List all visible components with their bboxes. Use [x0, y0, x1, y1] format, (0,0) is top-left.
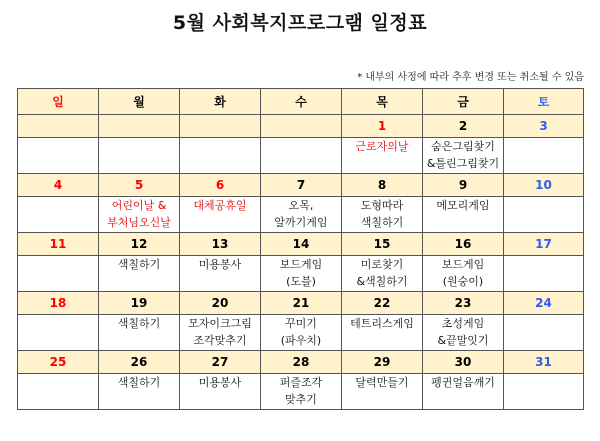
weekday-saturday: 토	[504, 89, 584, 115]
program-label: 색칠하기	[360, 216, 404, 229]
weekday-thursday: 목	[342, 89, 423, 115]
weekday-sunday: 일	[18, 89, 99, 115]
date-cell: 27	[180, 351, 261, 374]
event-cell	[18, 374, 99, 410]
date-cell: 30	[423, 351, 504, 374]
event-cell	[423, 374, 504, 410]
program-label: 색칠하기	[117, 258, 161, 271]
date-cell: 22	[342, 292, 423, 315]
date-cell	[18, 115, 99, 138]
date-cell: 2	[423, 115, 504, 138]
event-cell	[261, 138, 342, 174]
page-title: 5월 사회복지프로그램 일정표	[172, 12, 428, 34]
date-cell: 14	[261, 233, 342, 256]
event-cell	[180, 374, 261, 410]
program-label: 오목,	[288, 199, 314, 212]
calendar-body	[18, 115, 584, 410]
program-label: 보드게임	[279, 258, 323, 271]
event-cell	[423, 315, 504, 351]
event-cell	[99, 256, 180, 292]
holiday-label: 어린이날 &	[111, 199, 167, 212]
event-cell	[18, 315, 99, 351]
event-cell	[18, 256, 99, 292]
event-cell	[261, 197, 342, 233]
program-label: 꾸미기	[285, 317, 317, 330]
date-cell: 28	[261, 351, 342, 374]
week-3-date-row	[18, 233, 584, 256]
event-cell	[180, 315, 261, 351]
weekday-tuesday: 화	[180, 89, 261, 115]
program-label: &틀린그림찾기	[426, 157, 500, 170]
date-cell: 1	[342, 115, 423, 138]
program-label: (파우치)	[280, 334, 322, 347]
event-cell	[261, 315, 342, 351]
event-cell	[261, 374, 342, 410]
event-cell	[18, 197, 99, 233]
event-cell	[342, 256, 423, 292]
program-label: 모자이크그림	[188, 317, 252, 330]
program-label: (도블)	[286, 275, 316, 288]
event-cell	[342, 315, 423, 351]
date-cell	[99, 115, 180, 138]
week-5-event-row	[18, 374, 584, 410]
date-cell: 7	[261, 174, 342, 197]
date-cell: 13	[180, 233, 261, 256]
holiday-label: 근로자의날	[355, 140, 409, 153]
program-label: 맞추기	[285, 393, 317, 406]
event-cell	[504, 374, 584, 410]
week-5-date-row	[18, 351, 584, 374]
program-label: 미로찾기	[360, 258, 404, 271]
program-label: 숨은그림찾기	[431, 140, 495, 153]
program-label: 색칠하기	[117, 317, 161, 330]
week-3-event-row	[18, 256, 584, 292]
event-cell	[342, 138, 423, 174]
event-cell	[99, 374, 180, 410]
date-cell: 3	[504, 115, 584, 138]
date-cell: 18	[18, 292, 99, 315]
program-label: &색칠하기	[356, 275, 408, 288]
event-cell	[504, 315, 584, 351]
program-label: 조각맞추기	[193, 334, 247, 347]
program-label: 색칠하기	[117, 376, 161, 389]
program-label: 미용봉사	[198, 376, 242, 389]
date-cell: 4	[18, 174, 99, 197]
program-label: 달력만들기	[355, 376, 409, 389]
date-cell: 5	[99, 174, 180, 197]
event-cell	[180, 138, 261, 174]
program-label: 메모리게임	[436, 199, 490, 212]
program-label: 도형따라	[360, 199, 404, 212]
date-cell: 21	[261, 292, 342, 315]
date-cell	[180, 115, 261, 138]
date-cell: 17	[504, 233, 584, 256]
weekday-monday: 월	[99, 89, 180, 115]
event-cell	[99, 138, 180, 174]
event-cell	[180, 197, 261, 233]
program-label: 퍼즐조각	[279, 376, 323, 389]
week-2-event-row	[18, 197, 584, 233]
program-label: 펭귄얼음깨기	[431, 376, 495, 389]
date-cell: 31	[504, 351, 584, 374]
event-cell	[423, 138, 504, 174]
date-cell: 8	[342, 174, 423, 197]
calendar-table	[17, 88, 584, 410]
program-label: 테트리스게임	[350, 317, 414, 330]
event-cell	[261, 256, 342, 292]
week-4-date-row	[18, 292, 584, 315]
event-cell	[423, 256, 504, 292]
holiday-label: 부처님오신날	[107, 216, 171, 229]
program-label: 미용봉사	[198, 258, 242, 271]
date-cell: 6	[180, 174, 261, 197]
program-label: 알까기게임	[274, 216, 328, 229]
event-cell	[423, 197, 504, 233]
program-label: &끝말잇기	[437, 334, 489, 347]
date-cell: 20	[180, 292, 261, 315]
date-cell: 19	[99, 292, 180, 315]
date-cell: 15	[342, 233, 423, 256]
event-cell	[180, 256, 261, 292]
event-cell	[504, 138, 584, 174]
program-label: 초성게임	[441, 317, 485, 330]
date-cell: 9	[423, 174, 504, 197]
program-label: (원숭이)	[442, 275, 484, 288]
weekday-wednesday: 수	[261, 89, 342, 115]
week-1-event-row	[18, 138, 584, 174]
date-cell: 26	[99, 351, 180, 374]
event-cell	[18, 138, 99, 174]
weekday-header-row	[18, 89, 584, 115]
date-cell: 23	[423, 292, 504, 315]
event-cell	[342, 374, 423, 410]
date-cell: 12	[99, 233, 180, 256]
holiday-label: 대체공휴일	[193, 199, 247, 212]
date-cell: 11	[18, 233, 99, 256]
date-cell	[261, 115, 342, 138]
week-2-date-row	[18, 174, 584, 197]
weekday-friday: 금	[423, 89, 504, 115]
date-cell: 29	[342, 351, 423, 374]
date-cell: 16	[423, 233, 504, 256]
event-cell	[504, 256, 584, 292]
event-cell	[342, 197, 423, 233]
week-1-date-row	[18, 115, 584, 138]
date-cell: 10	[504, 174, 584, 197]
date-cell: 25	[18, 351, 99, 374]
schedule-change-note: * 내부의 사정에 따라 추후 변경 또는 취소될 수 있음	[357, 72, 584, 83]
event-cell	[99, 315, 180, 351]
week-4-event-row	[18, 315, 584, 351]
event-cell	[504, 197, 584, 233]
date-cell: 24	[504, 292, 584, 315]
program-label: 보드게임	[441, 258, 485, 271]
event-cell	[99, 197, 180, 233]
